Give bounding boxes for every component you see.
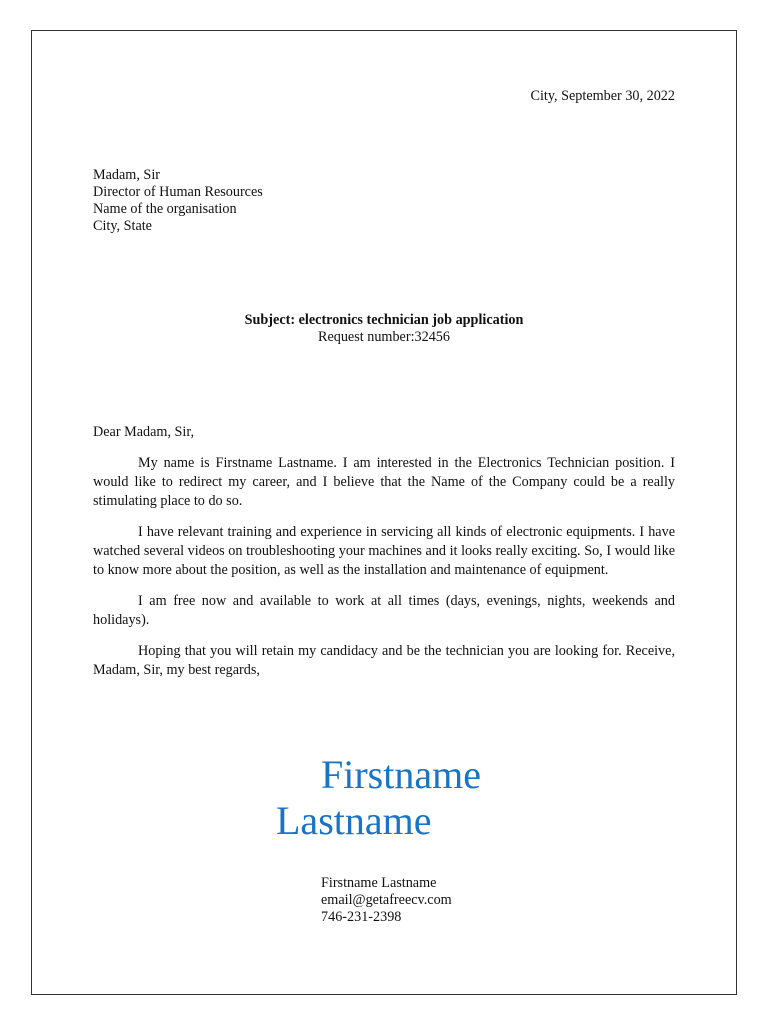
contact-phone: 746-231-2398 — [321, 909, 402, 925]
subject-line: Subject: electronics technician job application — [244, 312, 524, 328]
recipient-address — [93, 167, 263, 235]
signature-first-name: Firstname — [321, 752, 481, 797]
signature-last-name: Lastname — [276, 798, 432, 843]
subject-block — [93, 312, 675, 346]
contact-block — [321, 875, 452, 926]
request-number: Request number:32456 — [317, 329, 450, 345]
recipient-line: Director of Human Resources — [93, 184, 263, 200]
body-paragraph: I have relevant training and experience in servicing all kinds of electronic equipments. I have watched several videos on troubleshooting your machines and it looks really exciting. So, I would like to know more about the position, as well as the installation and maintenance of equipment. — [93, 524, 675, 578]
recipient-line: Name of the organisation — [93, 201, 237, 217]
recipient-line: Madam, Sir — [93, 167, 160, 183]
salutation: Dear Madam, Sir, — [93, 424, 195, 440]
letter-date: City, September 30, 2022 — [530, 88, 675, 104]
contact-email: email@getafreecv.com — [321, 892, 452, 908]
body-paragraph: I am free now and available to work at all times (days, evenings, nights, weekends and holidays). — [93, 593, 675, 628]
recipient-line: City, State — [93, 218, 152, 234]
body-paragraph: Hoping that you will retain my candidacy and be the technician you are looking for. Receive, Madam, Sir, my best regards, — [93, 643, 675, 678]
signature — [276, 752, 516, 844]
contact-name: Firstname Lastname — [321, 875, 437, 891]
letter-body — [93, 454, 675, 692]
body-paragraph: My name is Firstname Lastname. I am interested in the Electronics Technician position. I would like to redirect my career, and I believe that the Name of the Company could be a really stimulating place to do so. — [93, 455, 675, 509]
